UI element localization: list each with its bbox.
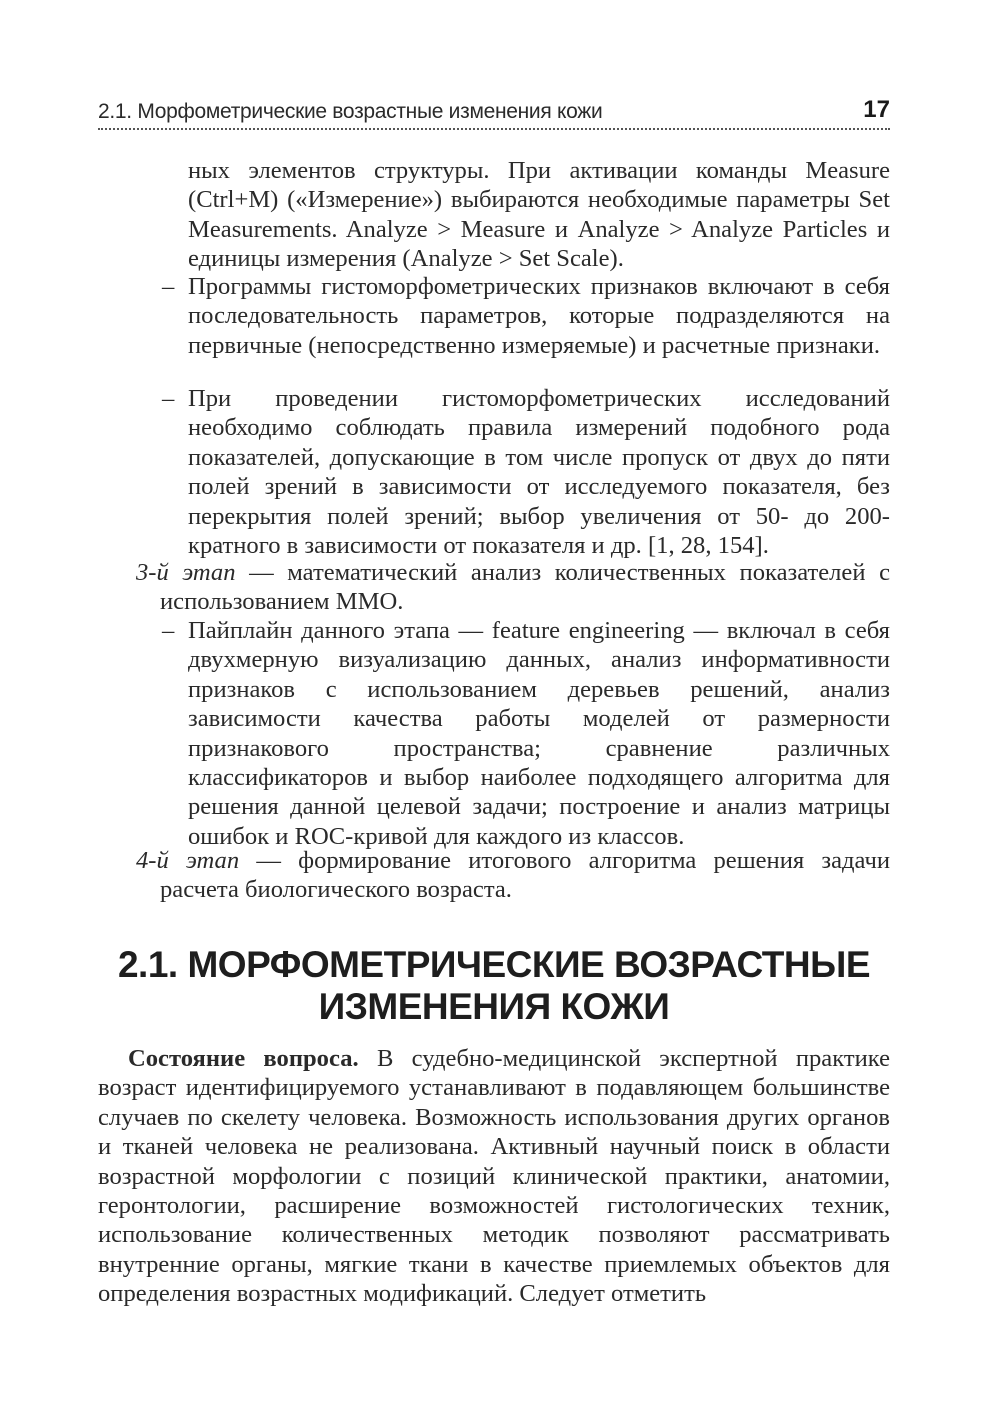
running-head — [98, 96, 890, 132]
list-dash-marker: – — [162, 273, 175, 300]
paragraph-text: ных элементов структуры. При активации команды Measure (Ctrl+M) («Измерение») выбираются необходимые параметры Set Measurements. Analyze > Measure и Analyze > Analyze Particles и единицы измерения (Analyze > Set Scale). — [188, 157, 890, 273]
list-item-pipeline — [188, 616, 890, 851]
stage-4-text: — формирование итогового алгоритма решения задачи расчета биологического возраста. — [160, 847, 890, 904]
list-item-text: Пайплайн данного этапа — feature engineering — включал в себя двухмерную визуализацию данных, анализ информативности признаков с использованием деревьев решений, анализ зависимости качества работы моделей от размерности признакового пространства; сравнение различных классификаторов и выбор наиболее подходящего алгоритма для решения данной целевой задачи; построение и анализ матрицы ошибок и ROC-кривой для каждого из классов. — [188, 617, 890, 850]
list-dash-marker: – — [162, 385, 175, 412]
list-item-measurement-rules — [188, 384, 890, 560]
running-title: 2.1. Морфометрические возрастные изменения кожи — [98, 100, 603, 123]
section-heading — [98, 944, 890, 1028]
section-intro-paragraph — [98, 1044, 890, 1309]
list-item-text: При проведении гистоморфометрических исследований необходимо соблюдать правила измерений подобного рода показателей, допускающие в том числе пропуск от двух до пяти полей зрений в зависимости от исследуемого показателя, без перекрытия полей зрений; выбор увеличения от 50- до 200-кратного в зависимости от показателя и др. [1, 28, 154]. — [188, 385, 890, 560]
list-dash-marker: – — [162, 617, 175, 644]
page-number: 17 — [863, 96, 890, 123]
list-item-programs — [188, 272, 890, 360]
list-item-text: Программы гистоморфометрических признаков включают в себя последовательность параметров, которые подразделяются на первичные (непосредственно измеряемые) и расчетные признаки. — [188, 273, 890, 359]
stage-4-paragraph — [136, 846, 890, 905]
stage-3-label: 3-й этап — [136, 559, 236, 586]
lead-label: Состояние вопроса. — [128, 1045, 359, 1072]
section-heading-line-1: 2.1. МОРФОМЕТРИЧЕСКИЕ ВОЗРАСТНЫЕ — [117, 944, 871, 985]
stage-4-label: 4-й этап — [136, 847, 240, 874]
lead-text: В судебно-медицинской экспертной практике возраст идентифицируемого устанавливают в подавляющем большинстве случаев по скелету человека. Возможность использования других органов и тканей человека не реализована. Активный научный поиск в области возрастной морфологии с позиций клинической практики, анатомии, геронтологии, расширение возможностей гистологических техник, использование количественных методик позволяют рассматривать внутренние органы, мягкие ткани в качестве приемлемых объектов для определения возрастных модификаций. Следует отметить — [98, 1045, 890, 1308]
continued-list-paragraph — [188, 156, 890, 274]
section-heading-line-2: ИЗМЕНЕНИЯ КОЖИ — [318, 986, 670, 1027]
stage-3-text: — математический анализ количественных показателей с использованием ММО. — [160, 559, 890, 616]
stage-3-paragraph — [136, 558, 890, 617]
header-dotted-rule — [98, 128, 890, 130]
